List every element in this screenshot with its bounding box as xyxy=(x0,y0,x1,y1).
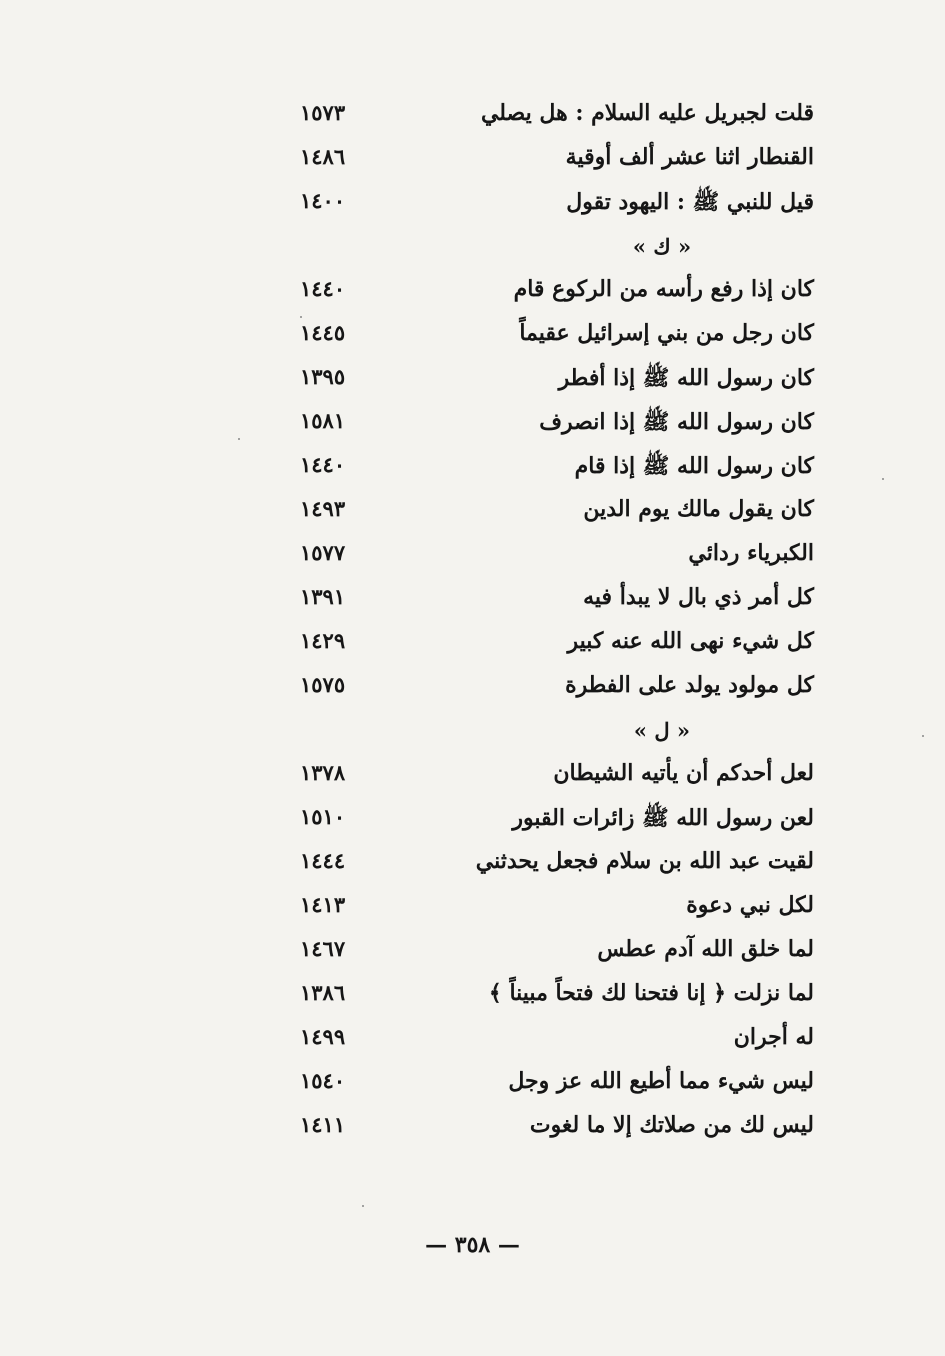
entry-number: ١٥٧٣ xyxy=(300,100,346,125)
entry-number: ١٣٩١ xyxy=(300,584,346,609)
entry-text: قيل للنبي ﷺ : اليهود تقول xyxy=(566,189,814,215)
list-item xyxy=(290,624,814,668)
entry-text: كل شيء نهى الله عنه كبير xyxy=(567,628,814,654)
entry-number: ١٤١٣ xyxy=(300,892,346,917)
section-heading-lam xyxy=(290,712,814,756)
entry-text: القنطار اثنا عشر ألف أوقية xyxy=(565,144,814,170)
paper-speck xyxy=(882,478,884,480)
entry-text: لعن رسول الله ﷺ زائرات القبور xyxy=(512,805,814,831)
entry-number: ١٤٤٠ xyxy=(300,452,346,477)
entry-number: ١٤٤٠ xyxy=(300,276,346,301)
entry-number: ١٤٠٠ xyxy=(300,188,346,213)
section-heading-kaf xyxy=(290,228,814,272)
entry-text: الكبرياء ردائي xyxy=(688,540,814,566)
list-item xyxy=(290,492,814,536)
entry-text: ليس شيء مما أطيع الله عز وجل xyxy=(508,1068,814,1094)
entry-number: ١٥٧٥ xyxy=(300,672,346,697)
entry-number: ١٤٩٩ xyxy=(300,1024,346,1049)
paper-speck xyxy=(238,438,240,440)
entry-number: ١٤٩٣ xyxy=(300,496,346,521)
entry-text: كل أمر ذي بال لا يبدأ فيه xyxy=(583,584,814,610)
list-item xyxy=(290,668,814,712)
list-item xyxy=(290,580,814,624)
entry-number: ١٥٨١ xyxy=(300,408,346,433)
entry-number: ١٤١١ xyxy=(300,1112,346,1137)
page-number: — ٣٥٨ — xyxy=(425,1232,520,1258)
list-item xyxy=(290,800,814,844)
list-item xyxy=(290,976,814,1020)
list-item xyxy=(290,360,814,404)
entry-number: ١٣٨٦ xyxy=(300,980,346,1005)
list-item xyxy=(290,316,814,360)
entry-text: كان رسول الله ﷺ إذا انصرف xyxy=(539,409,814,435)
entry-text: كان رسول الله ﷺ إذا أفطر xyxy=(558,365,814,391)
list-item xyxy=(290,140,814,184)
list-item xyxy=(290,844,814,888)
list-item xyxy=(290,1064,814,1108)
entry-number: ١٥١٠ xyxy=(300,804,346,829)
section-letter: « ك » xyxy=(632,234,692,259)
paper-speck xyxy=(922,735,924,737)
section-letter: « ل » xyxy=(633,718,691,743)
entry-text: قلت لجبريل عليه السلام : هل يصلي xyxy=(480,100,814,126)
entry-text: كان رجل من بني إسرائيل عقيماً xyxy=(519,320,814,346)
paper-speck xyxy=(300,316,302,318)
list-item xyxy=(290,404,814,448)
entry-text: لما نزلت ﴿ إنا فتحنا لك فتحاً مبيناً ﴾ xyxy=(488,980,814,1006)
entry-text: لقيت عبد الله بن سلام فجعل يحدثني xyxy=(475,848,814,874)
entry-number: ١٥٧٧ xyxy=(300,540,346,565)
entry-text: له أجران xyxy=(733,1024,814,1050)
entry-text: كل مولود يولد على الفطرة xyxy=(565,672,814,698)
entry-number: ١٣٧٨ xyxy=(300,760,346,785)
entry-number: ١٤٤٤ xyxy=(300,848,346,873)
list-item xyxy=(290,932,814,976)
list-item xyxy=(290,888,814,932)
entry-text: كان يقول مالك يوم الدين xyxy=(583,496,814,522)
list-item xyxy=(290,448,814,492)
index-list xyxy=(290,96,814,1152)
entry-number: ١٤٨٦ xyxy=(300,144,346,169)
entry-number: ١٤٤٥ xyxy=(300,320,346,345)
list-item xyxy=(290,272,814,316)
list-item xyxy=(290,184,814,228)
entry-number: ١٣٩٥ xyxy=(300,364,346,389)
entry-text: لما خلق الله آدم عطس xyxy=(597,936,814,962)
list-item xyxy=(290,1108,814,1152)
entry-text: كان إذا رفع رأسه من الركوع قام xyxy=(513,276,814,302)
list-item xyxy=(290,536,814,580)
list-item xyxy=(290,1020,814,1064)
list-item xyxy=(290,96,814,140)
entry-text: ليس لك من صلاتك إلا ما لغوت xyxy=(529,1112,814,1138)
entry-number: ١٤٢٩ xyxy=(300,628,346,653)
paper-speck xyxy=(362,1205,364,1207)
entry-text: لعل أحدكم أن يأتيه الشيطان xyxy=(553,760,814,786)
entry-number: ١٤٦٧ xyxy=(300,936,346,961)
entry-text: كان رسول الله ﷺ إذا قام xyxy=(574,453,814,479)
list-item xyxy=(290,756,814,800)
entry-text: لكل نبي دعوة xyxy=(686,892,814,918)
entry-number: ١٥٤٠ xyxy=(300,1068,346,1093)
